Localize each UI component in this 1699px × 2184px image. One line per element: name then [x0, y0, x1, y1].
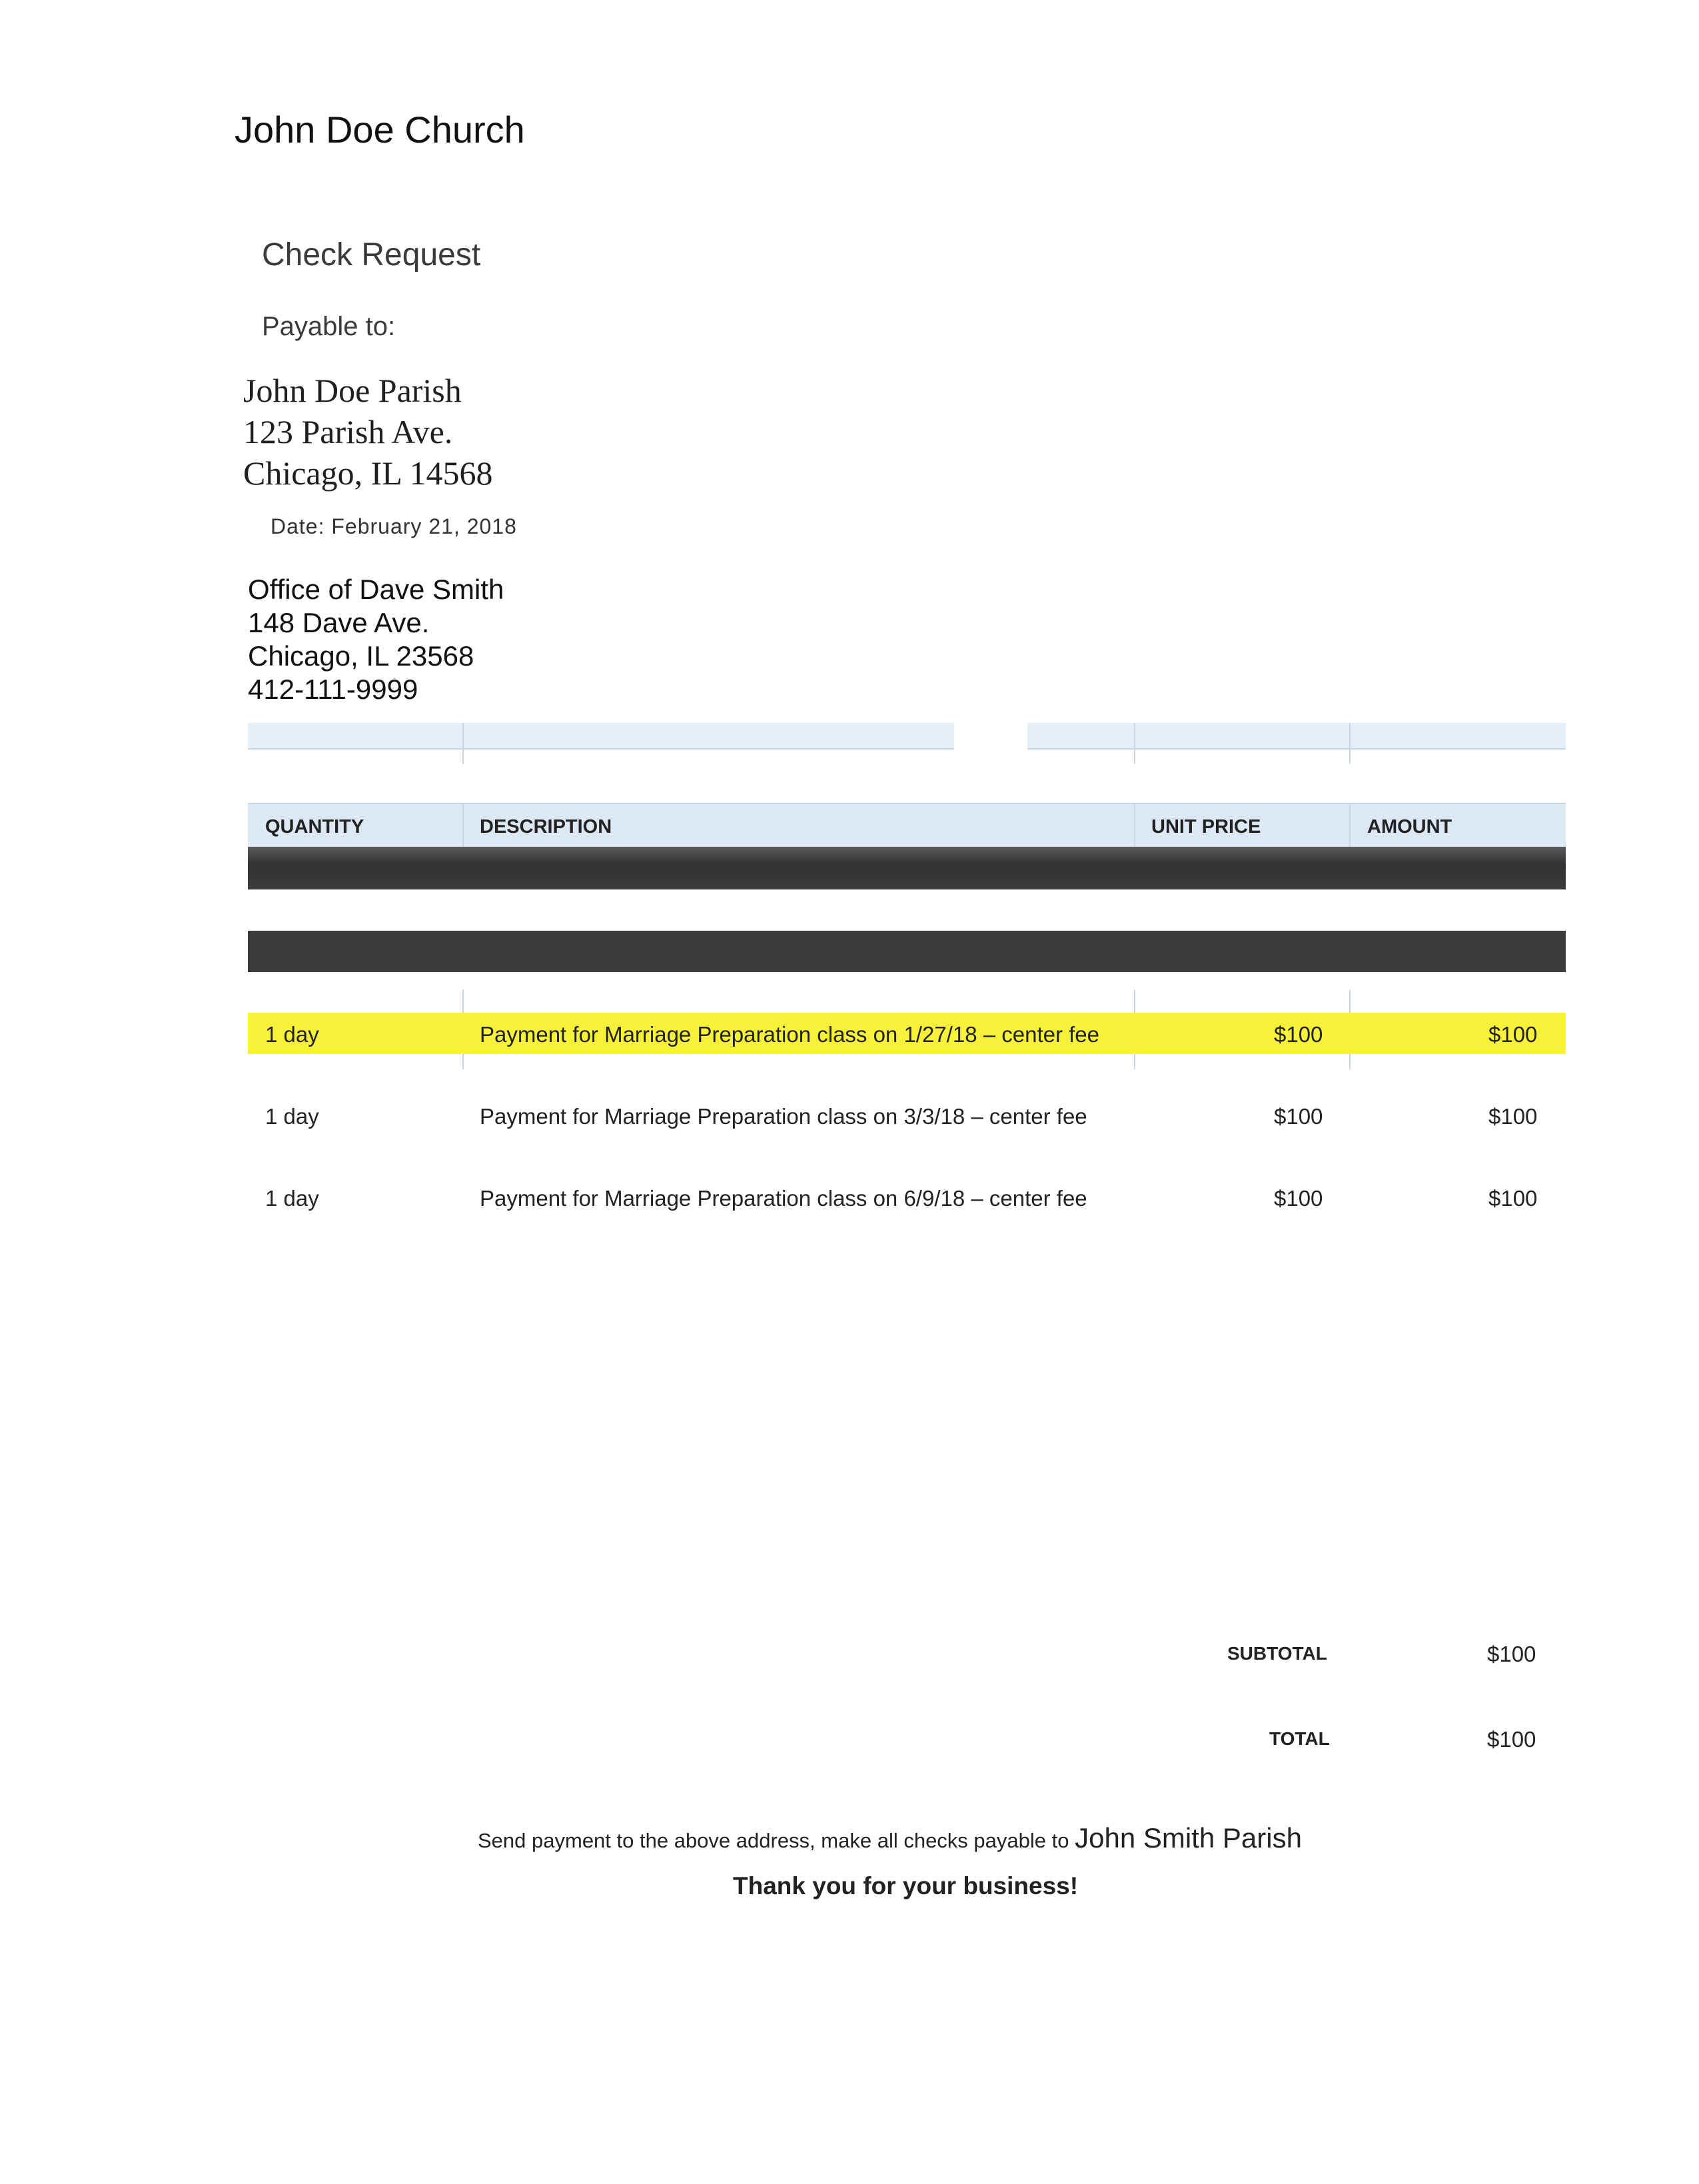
payee-name: John Doe Parish — [243, 372, 462, 409]
header-description: DESCRIPTION — [480, 816, 612, 837]
row-amount: $100 — [1488, 1104, 1538, 1129]
payee-street: 123 Parish Ave. — [243, 413, 453, 450]
payment-instructions — [478, 1822, 1302, 1854]
church-name: John Doe Church — [235, 109, 525, 151]
row-amount: $100 — [1488, 1186, 1538, 1211]
payable-to-label: Payable to: — [262, 312, 396, 341]
column-divider — [1349, 804, 1351, 848]
table-header-row — [248, 803, 1566, 848]
office-city: Chicago, IL 23568 — [248, 640, 474, 672]
row-quantity: 1 day — [265, 1104, 319, 1129]
thank-you-note: Thank you for your business! — [733, 1872, 1079, 1900]
checks-payable-name: John Smith Parish — [1075, 1822, 1302, 1854]
subtotal-label: SUBTOTAL — [1227, 1643, 1327, 1664]
table-blank-gap — [954, 723, 1027, 750]
subtotal-value: $100 — [1487, 1642, 1536, 1666]
header-unit-price: UNIT PRICE — [1151, 816, 1261, 837]
header-amount: AMOUNT — [1367, 816, 1452, 837]
requester-address — [248, 573, 504, 706]
row-unit-price: $100 — [1274, 1022, 1323, 1047]
column-divider — [1134, 723, 1135, 764]
redacted-row — [248, 931, 1566, 972]
payment-instruction-text: Send payment to the above address, make all checks payable to — [478, 1829, 1069, 1852]
row-description: Payment for Marriage Preparation class on 1/27/18 – center fee — [480, 1022, 1100, 1047]
table-blank-row — [248, 723, 1566, 750]
header-quantity: QUANTITY — [265, 816, 364, 837]
column-divider — [462, 723, 464, 764]
table-row — [248, 1095, 1566, 1136]
column-divider — [1349, 723, 1351, 764]
payee-address — [243, 370, 492, 494]
document-title: Check Request — [262, 237, 481, 273]
row-quantity: 1 day — [265, 1186, 319, 1211]
row-unit-price: $100 — [1274, 1186, 1323, 1211]
payee-city: Chicago, IL 14568 — [243, 454, 493, 492]
row-quantity: 1 day — [265, 1022, 319, 1047]
request-date: Date: February 21, 2018 — [271, 514, 517, 538]
office-phone: 412-111-9999 — [248, 674, 418, 705]
table-row — [248, 1013, 1566, 1054]
office-street: 148 Dave Ave. — [248, 607, 430, 638]
row-description: Payment for Marriage Preparation class on 3/3/18 – center fee — [480, 1104, 1087, 1129]
total-label: TOTAL — [1269, 1728, 1330, 1749]
redacted-row — [248, 847, 1566, 889]
office-name: Office of Dave Smith — [248, 574, 504, 605]
row-description: Payment for Marriage Preparation class on 6/9/18 – center fee — [480, 1186, 1087, 1211]
column-divider — [462, 804, 464, 848]
table-row — [248, 1177, 1566, 1218]
row-amount: $100 — [1488, 1022, 1538, 1047]
total-value: $100 — [1487, 1727, 1536, 1752]
row-unit-price: $100 — [1274, 1104, 1323, 1129]
column-divider — [1134, 804, 1135, 848]
